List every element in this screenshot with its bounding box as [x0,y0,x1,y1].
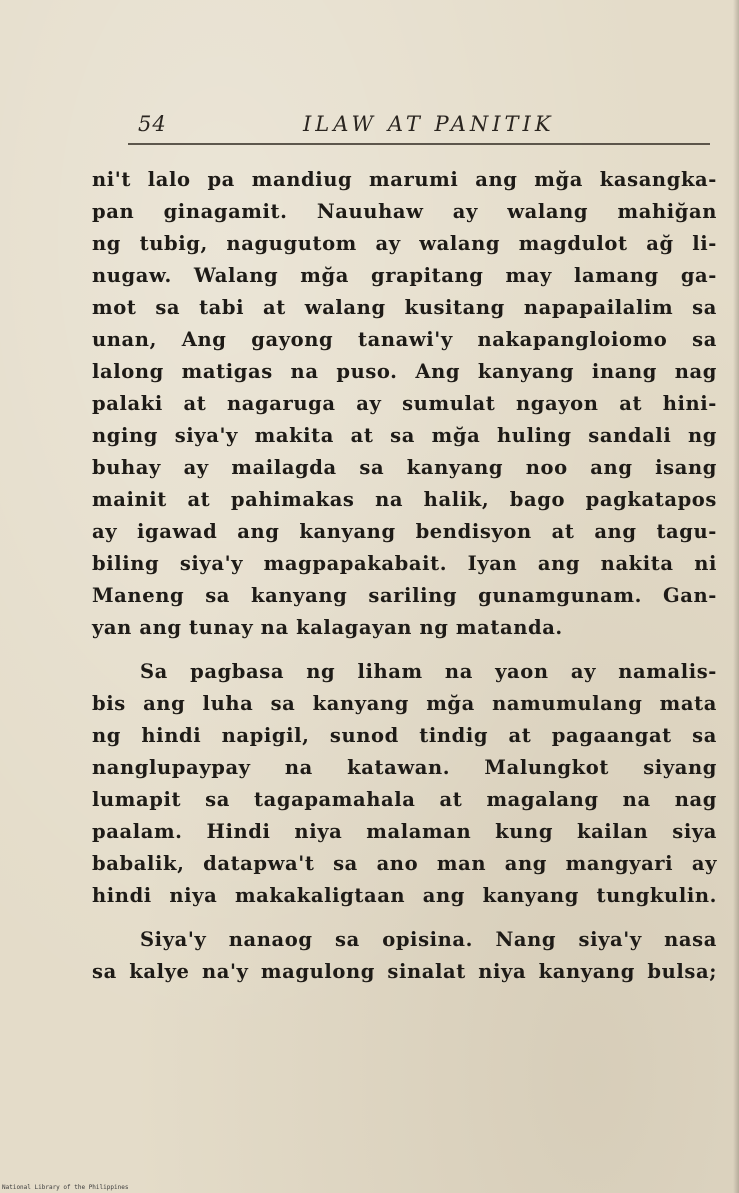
text-line: unan, Ang gayong tanawi'y nakapangloiomo sa [92,328,717,351]
text-line: palaki at nagaruga ay sumulat ngayon at hini- [92,392,717,415]
text-line: mot sa tabi at walang kusitang napapailalim sa [92,296,717,319]
text-line: ay igawad ang kanyang bendisyon at ang tagu- [92,520,717,543]
text-line: ni't lalo pa mandiug marumi ang mğa kasangka- [92,168,717,191]
text-line: hindi niya makakaligtaan ang kanyang tungkulin. [92,884,717,907]
text-line: buhay ay mailagda sa kanyang noo ang isang [92,456,717,479]
paragraph-gap [92,644,717,656]
text-line: lumapit sa tagapamahala at magalang na nag [92,788,717,811]
text-line: paalam. Hindi niya malaman kung kailan siya [92,820,717,843]
paragraph-3 [92,924,717,988]
text-line: bis ang luha sa kanyang mğa namumulang mata [92,692,717,715]
text-line: lalong matigas na puso. Ang kanyang inang nag [92,360,717,383]
text-line: Maneng sa kanyang sariling gunamgunam. Gan- [92,584,717,607]
text-line: ng hindi napigil, sunod tindig at pagaangat sa [92,724,717,747]
footer-credit: National Library of the Philippines [2,1184,129,1191]
text-line: pan ginagamit. Nauuhaw ay walang mahiğan [92,200,717,223]
page-edge-shadow [733,0,739,1193]
body-text [92,164,717,988]
paragraph-gap [92,912,717,924]
text-line: babalik, datapwa't sa ano man ang mangyari ay [92,852,717,875]
page-number: 54 [138,112,167,136]
text-line: Siya'y nanaog sa opisina. Nang siya'y nasa [140,928,717,951]
text-line: Sa pagbasa ng liham na yaon ay namalis- [140,660,717,683]
text-line: nanglupaypay na katawan. Malungkot siyang [92,756,717,779]
text-line: mainit at pahimakas na halik, bago pagkatapos [92,488,717,511]
header-rule [128,143,710,145]
text-line: sa kalye na'y magulong sinalat niya kanyang bulsa; [92,960,717,983]
page-header [138,112,558,140]
text-line: nugaw. Walang mğa grapitang may lamang ga- [92,264,717,287]
text-line: ng tubig, nagugutom ay walang magdulot ağ li- [92,232,717,255]
text-line: nging siya'y makita at sa mğa huling sandali ng [92,424,717,447]
paragraph-2 [92,656,717,912]
text-line: biling siya'y magpapakabait. Iyan ang nakita ni [92,552,717,575]
running-title: ILAW AT PANITIK [303,112,555,136]
paragraph-1 [92,164,717,644]
text-line: yan ang tunay na kalagayan ng matanda. [92,616,563,639]
